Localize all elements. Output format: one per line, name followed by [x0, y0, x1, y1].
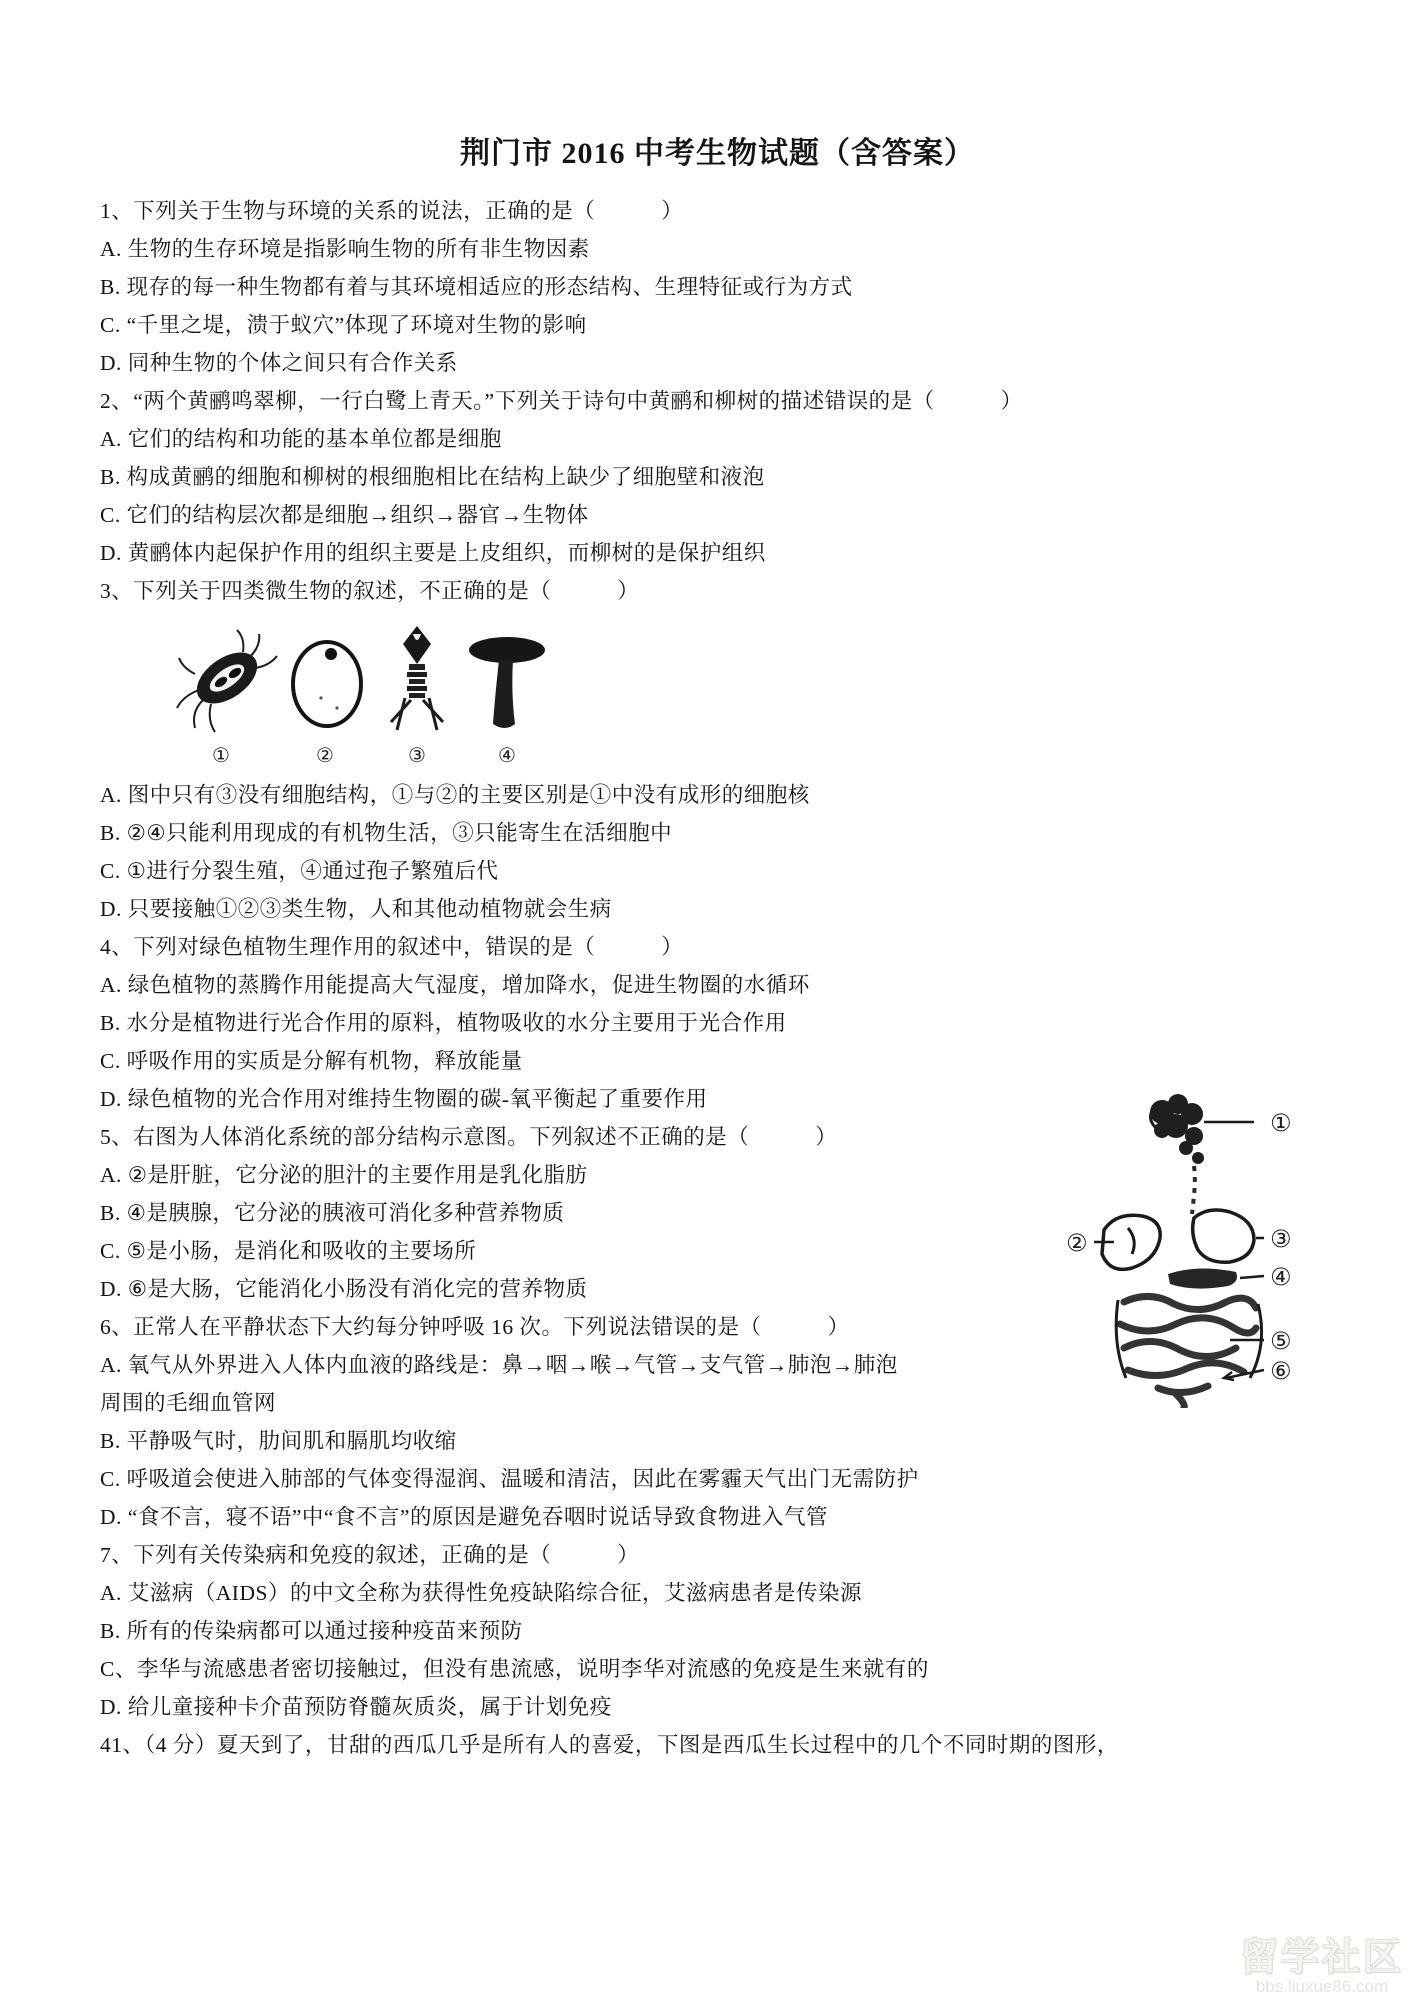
page-title: 荆门市 2016 中考生物试题（含答案）	[460, 137, 975, 170]
micro-label-3: ③	[408, 743, 426, 767]
option-line: B. ④是胰腺，它分泌的胰液可消化多种营养物质	[100, 1201, 565, 1225]
pancreas-illustration	[1168, 1268, 1237, 1288]
option-line: D. 同种生物的个体之间只有合作关系	[100, 351, 458, 375]
option-line: A. ②是肝脏，它分泌的胆汁的主要作用是乳化脂肪	[100, 1163, 588, 1187]
option-line: C. ⑤是小肠，是消化和吸收的主要场所	[100, 1239, 477, 1263]
question-stem: 5、右图为人体消化系统的部分结构示意图。下列叙述不正确的是（ ）	[100, 1125, 838, 1149]
option-line: C. 呼吸作用的实质是分解有机物，释放能量	[100, 1049, 523, 1073]
option-line: D. “食不言，寝不语”中“食不言”的原因是避免吞咽时说话导致食物进入气管	[100, 1505, 828, 1529]
digestive-label-5: ⑤	[1270, 1327, 1292, 1355]
option-line: A. 绿色植物的蒸腾作用能提高大气湿度，增加降水，促进生物圈的水循环	[100, 973, 810, 997]
yeast-cell-icon	[293, 642, 361, 726]
option-line: A. 图中只有③没有细胞结构，①与②的主要区别是①中没有成形的细胞核	[100, 783, 810, 807]
micro-label-2: ②	[316, 743, 334, 767]
option-line: A. 它们的结构和功能的基本单位都是细胞	[100, 427, 502, 451]
option-line: D. 给儿童接种卡介苗预防脊髓灰质炎，属于计划免疫	[100, 1695, 612, 1719]
option-line: D. 黄鹂体内起保护作用的组织主要是上皮组织，而柳树的是保护组织	[100, 541, 766, 565]
question-stem: 41、（4 分）夏天到了，甘甜的西瓜几乎是所有人的喜爱，下图是西瓜生长过程中的几个不同时期的图形，	[100, 1733, 1119, 1757]
mushroom-icon	[469, 637, 545, 728]
option-line: A. 生物的生存环境是指影响生物的所有非生物因素	[100, 237, 590, 261]
option-line: C. 呼吸道会使进入肺部的气体变得湿润、温暖和清洁，因此在雾霾天气出门无需防护	[100, 1467, 919, 1491]
digestive-label-2: ②	[1066, 1229, 1088, 1257]
microorganisms-figure	[155, 616, 555, 768]
salivary-gland-illustration	[1150, 1094, 1204, 1164]
question-3	[100, 572, 1335, 928]
bacteriophage-icon	[391, 626, 443, 730]
question-7	[100, 1536, 1335, 1726]
option-line: B. 现存的每一种生物都有着与其环境相适应的形态结构、生理特征或行为方式	[100, 275, 853, 299]
question-stem: 1、下列关于生物与环境的关系的说法，正确的是（ ）	[100, 199, 684, 223]
option-line: C. 它们的结构层次都是细胞→组织→器官→生物体	[100, 503, 589, 527]
micro-label-4: ④	[498, 743, 516, 767]
option-line: D. ⑥是大肠，它能消化小肠没有消化完的营养物质	[100, 1277, 588, 1301]
option-line: C、李华与流感患者密切接触过，但没有患流感，说明李华对流感的免疫是生来就有的	[100, 1657, 929, 1681]
option-line: A. 氧气从外界进入人体内血液的路线是：鼻→咽→喉→气管→支气管→肺泡→肺泡	[100, 1353, 898, 1377]
option-line: D. 只要接触①②③类生物，人和其他动植物就会生病	[100, 897, 612, 921]
question-2	[100, 382, 1335, 572]
option-line: D. 绿色植物的光合作用对维持生物圈的碳-氧平衡起了重要作用	[100, 1087, 708, 1111]
question-stem: 2、“两个黄鹂鸣翠柳，一行白鹭上青天。”下列关于诗句中黄鹂和柳树的描述错误的是（ ）	[100, 389, 1023, 413]
digestive-label-6: ⑥	[1270, 1357, 1292, 1385]
gallbladder-line	[1128, 1228, 1134, 1254]
option-line: A. 艾滋病（AIDS）的中文全称为获得性免疫缺陷综合征，艾滋病患者是传染源	[100, 1581, 862, 1605]
option-line: B. 水分是植物进行光合作用的原料，植物吸收的水分主要用于光合作用	[100, 1011, 787, 1035]
digestive-label-4: ④	[1270, 1263, 1292, 1291]
watermark-url: bbs.liuxue86.com	[1255, 1977, 1389, 1996]
watermark-title: 留学社区	[1239, 1937, 1404, 1979]
question-stem: 3、下列关于四类微生物的叙述，不正确的是（ ）	[100, 579, 640, 603]
micro-label-1: ①	[212, 743, 230, 767]
question-41	[100, 1726, 1335, 1764]
exam-content	[100, 128, 1335, 1764]
watermark	[1240, 1938, 1404, 1996]
option-line: B. 平静吸气时，肋间肌和膈肌均收缩	[100, 1429, 457, 1453]
option-line: B. 构成黄鹂的细胞和柳树的根细胞相比在结构上缺少了细胞壁和液泡	[100, 465, 765, 489]
option-line-continuation: 周围的毛细血管网	[100, 1391, 277, 1415]
digestive-label-1: ①	[1270, 1109, 1292, 1137]
esophagus-line	[1192, 1166, 1195, 1214]
option-line: C. “千里之堤，溃于蚁穴”体现了环境对生物的影响	[100, 313, 587, 337]
digestive-system-figure	[1058, 1078, 1302, 1408]
option-line: B. 所有的传染病都可以通过接种疫苗来预防	[100, 1619, 523, 1643]
question-stem: 6、正常人在平静状态下大约每分钟呼吸 16 次。下列说法错误的是（ ）	[100, 1315, 850, 1339]
question-1	[100, 192, 1335, 382]
question-stem: 7、下列有关传染病和免疫的叙述，正确的是（ ）	[100, 1543, 640, 1567]
intestines-illustration	[1120, 1296, 1256, 1408]
bacterium-icon	[177, 630, 277, 732]
question-stem: 4、下列对绿色植物生理作用的叙述中，错误的是（ ）	[100, 935, 684, 959]
option-line: B. ②④只能利用现成的有机物生活，③只能寄生在活细胞中	[100, 821, 673, 845]
stomach-illustration	[1193, 1210, 1254, 1262]
option-line: C. ①进行分裂生殖，④通过孢子繁殖后代	[100, 859, 499, 883]
digestive-label-3: ③	[1270, 1225, 1292, 1253]
pointer-lines	[1094, 1122, 1264, 1380]
